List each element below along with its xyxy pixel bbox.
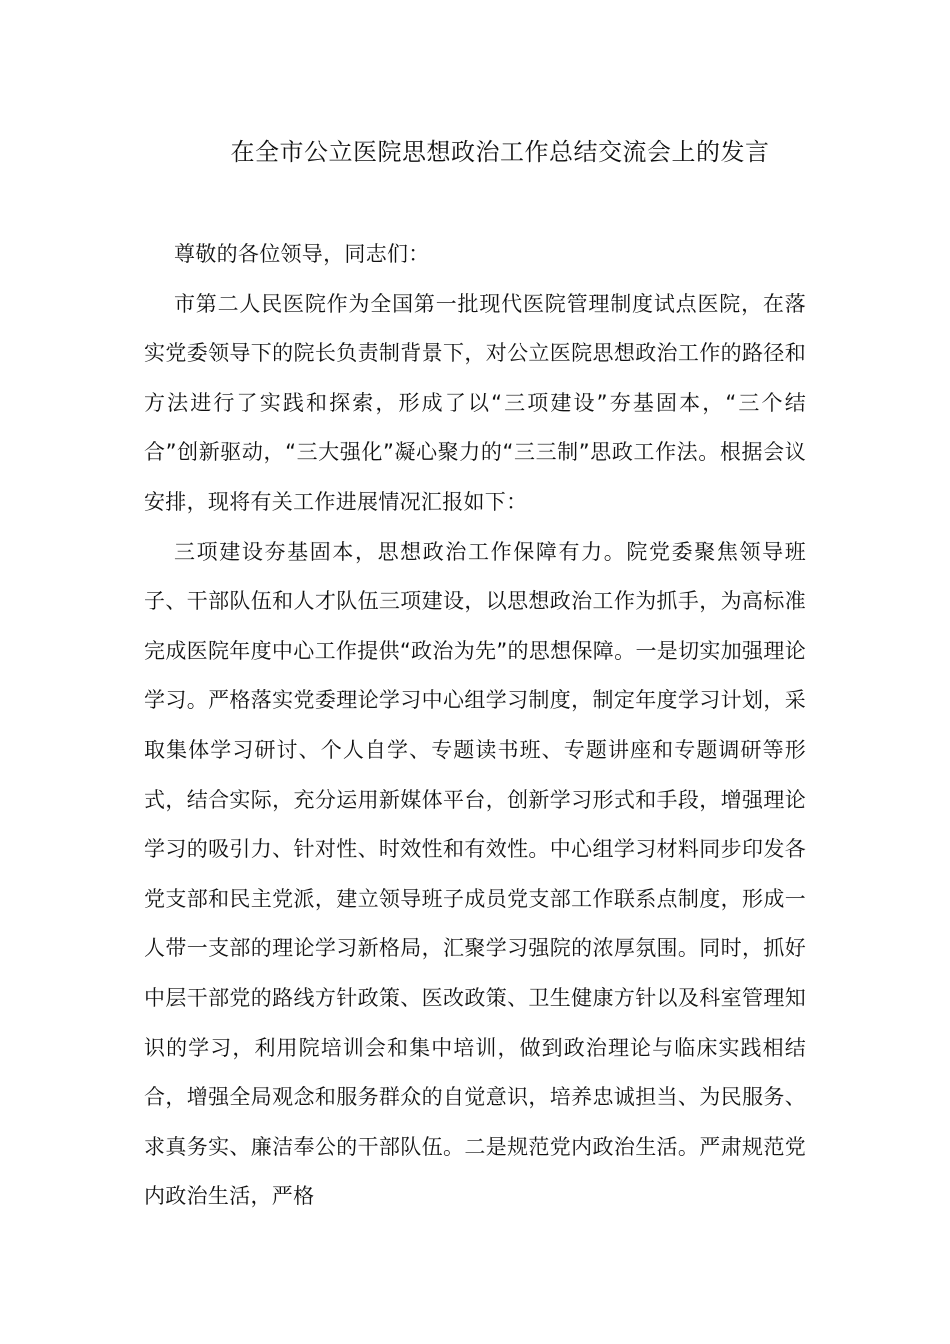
intro-paragraph: 市第二人民医院作为全国第一批现代医院管理制度试点医院，在落实党委领导下的院长负责制背景下，对公立医院思想政治工作的路径和方法进行了实践和探索，形成了以“三项建设”夯基固本，“三个结合”创新驱动，“三大强化”凝心聚力的“三三制”思政工作法。根据会议安排，现将有关工作进展情况汇报如下： (144, 291, 806, 514)
document-body (144, 230, 806, 1222)
document-title: 在全市公立医院思想政治工作总结交流会上的发言 (230, 138, 770, 166)
salutation-paragraph: 尊敬的各位领导，同志们： (174, 242, 430, 266)
body-paragraph: 三项建设夯基固本，思想政治工作保障有力。院党委聚焦领导班子、干部队伍和人才队伍三项建设，以思想政治工作为抓手，为高标准完成医院年度中心工作提供“政治为先”的思想保障。一是切实加强理论学习。严格落实党委理论学习中心组学习制度，制定年度学习计划，采取集体学习研讨、个人自学、专题读书班、专题讲座和专题调研等形式，结合实际，充分运用新媒体平台，创新学习形式和手段，增强理论学习的吸引力、针对性、时效性和有效性。中心组学习材料同步印发各党支部和民主党派，建立领导班子成员党支部工作联系点制度，形成一人带一支部的理论学习新格局，汇聚学习强院的浓厚氛围。同时，抓好中层干部党的路线方针政策、医改政策、卫生健康方针以及科室管理知识的学习，利用院培训会和集中培训，做到政治理论与临床实践相结合，增强全局观念和服务群众的自觉意识，培养忠诚担当、为民服务、求真务实、廉洁奉公的干部队伍。二是规范党内政治生活。严肃规范党内政治生活，严格 (144, 539, 806, 1209)
